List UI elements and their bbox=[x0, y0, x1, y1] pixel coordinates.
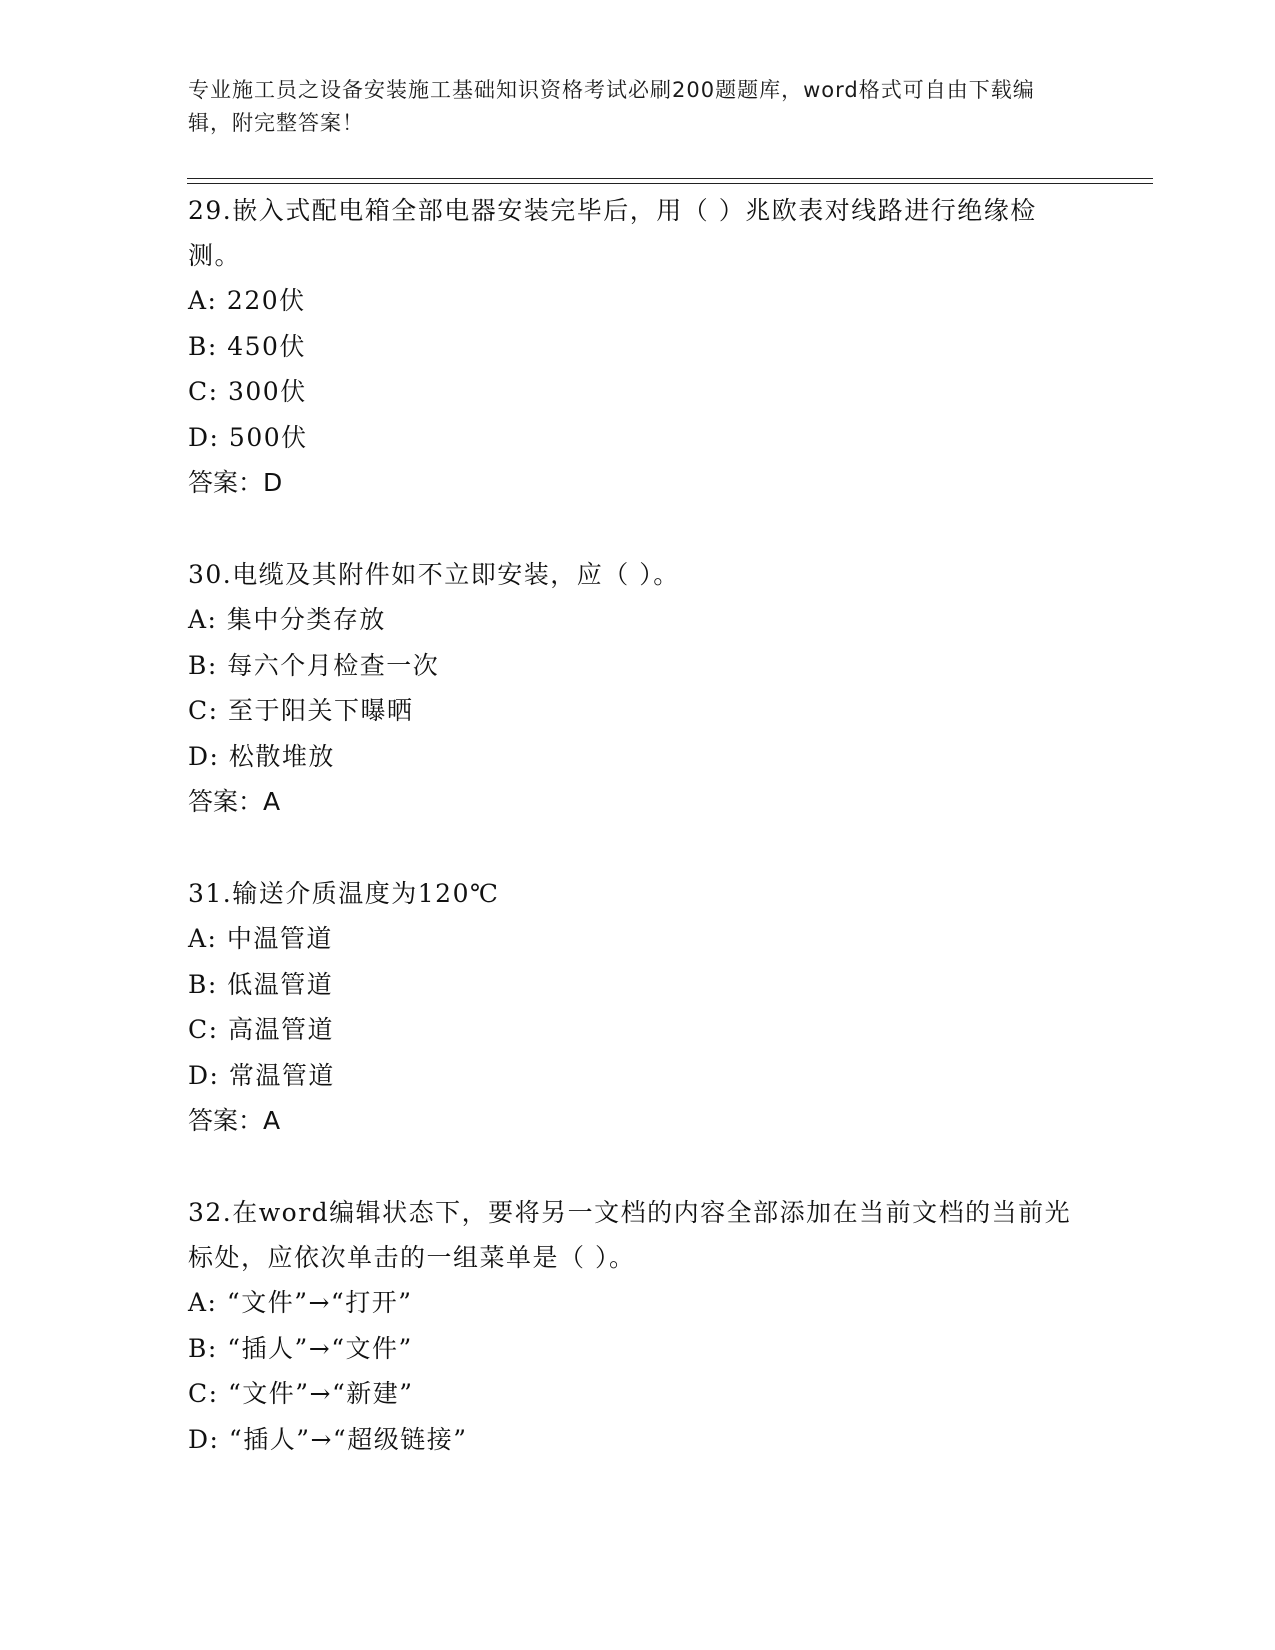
header-text: 专业施工员之设备安装施工基础知识资格考试必刷200题题库，word格式可自由下载编辑，附完整答案！ bbox=[188, 78, 1035, 135]
answer-line: 答案：A bbox=[188, 787, 281, 816]
option-c: C: 高温管道 bbox=[188, 1015, 334, 1044]
question-29 bbox=[188, 188, 1088, 505]
option-c: C: “文件”→“新建” bbox=[188, 1379, 414, 1408]
question-spacer bbox=[188, 505, 1088, 552]
option-b: B: 低温管道 bbox=[188, 969, 334, 999]
header-divider-bottom bbox=[187, 183, 1153, 184]
option-c: C: 300伏 bbox=[188, 377, 307, 406]
question-stem: 32.在word编辑状态下，要将另一文档的内容全部添加在当前文档的当前光标处，应依次单击的一组菜单是（ ）。 bbox=[188, 1198, 1072, 1272]
question-30 bbox=[188, 552, 1088, 824]
option-a: A: 中温管道 bbox=[188, 924, 333, 953]
option-d: D: 松散堆放 bbox=[188, 741, 335, 771]
question-31 bbox=[188, 871, 1088, 1143]
option-d: D: 500伏 bbox=[188, 422, 308, 452]
answer-line: 答案：D bbox=[188, 468, 283, 497]
question-stem: 29.嵌入式配电箱全部电器安装完毕后，用（ ）兆欧表对线路进行绝缘检测。 bbox=[188, 196, 1037, 270]
question-spacer bbox=[188, 824, 1088, 871]
option-a: A: “文件”→“打开” bbox=[188, 1288, 413, 1317]
document-header bbox=[188, 74, 1068, 140]
option-b: B: 450伏 bbox=[188, 331, 306, 361]
option-b: B: 每六个月检查一次 bbox=[188, 650, 440, 680]
option-d: D: “插人”→“超级链接” bbox=[188, 1424, 468, 1454]
option-a: A: 集中分类存放 bbox=[188, 605, 386, 634]
answer-line: 答案：A bbox=[188, 1106, 281, 1135]
question-spacer bbox=[188, 1143, 1088, 1190]
question-stem: 30.电缆及其附件如不立即安装，应（ ）。 bbox=[188, 560, 680, 589]
question-list bbox=[188, 188, 1088, 1462]
option-c: C: 至于阳关下曝晒 bbox=[188, 696, 414, 725]
option-d: D: 常温管道 bbox=[188, 1060, 335, 1090]
header-divider-top bbox=[187, 178, 1153, 179]
option-b: B: “插人”→“文件” bbox=[188, 1333, 413, 1363]
option-a: A: 220伏 bbox=[188, 286, 306, 315]
question-stem: 31.输送介质温度为120℃ bbox=[188, 879, 500, 908]
question-32 bbox=[188, 1190, 1088, 1462]
